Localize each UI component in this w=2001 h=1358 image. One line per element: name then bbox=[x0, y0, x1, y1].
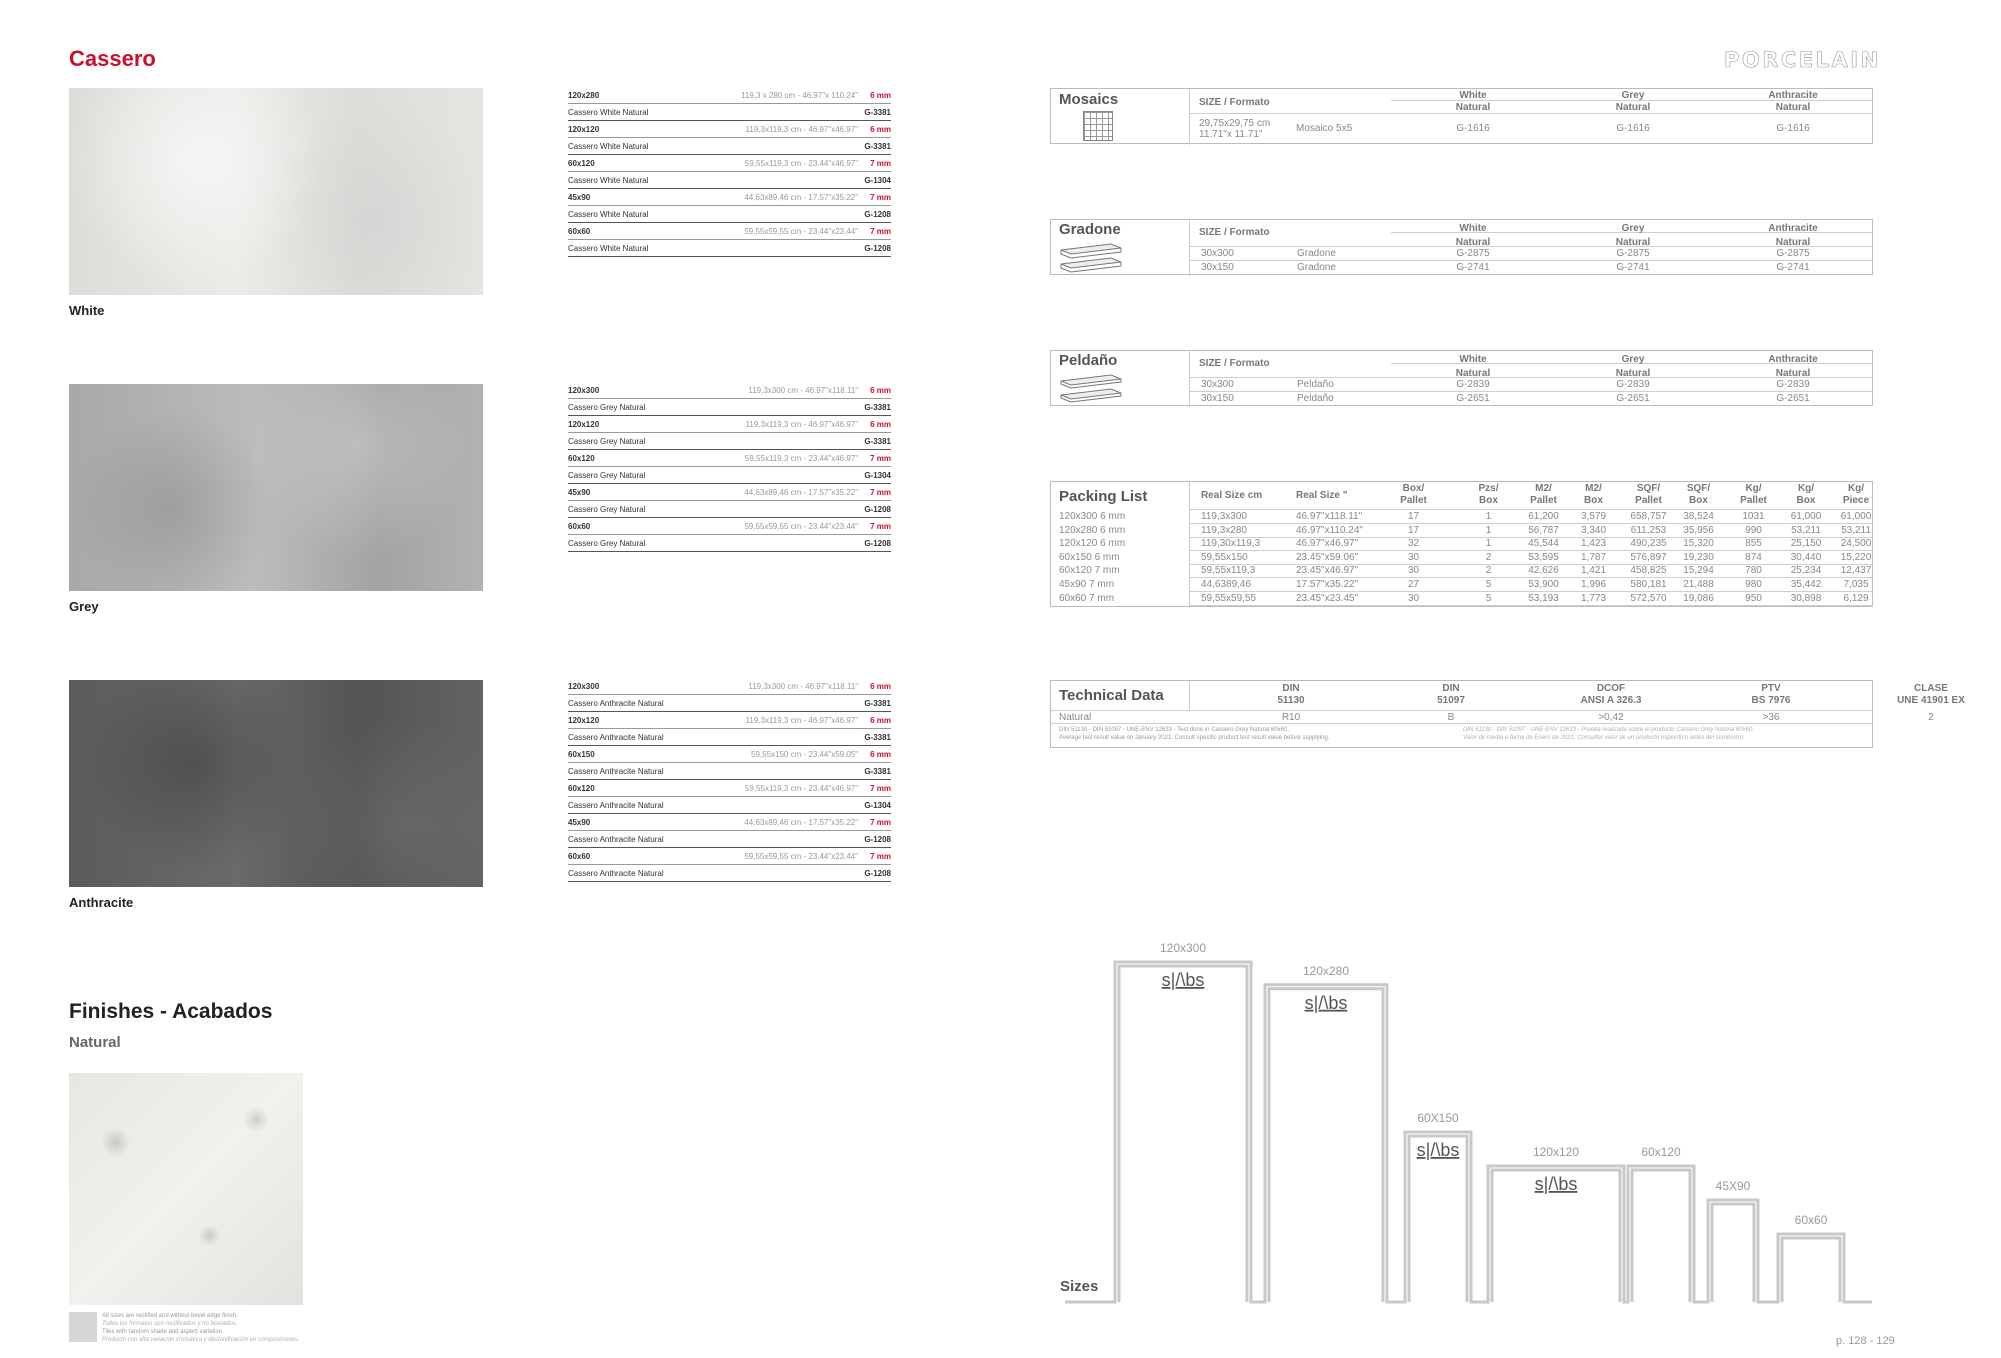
spec-code: G-1208 bbox=[864, 538, 891, 548]
size-outline bbox=[1119, 966, 1247, 1302]
packing-cell: 780 bbox=[1745, 565, 1762, 577]
packing-cell: 19,086 bbox=[1683, 592, 1714, 604]
packing-cell: 3,340 bbox=[1580, 524, 1607, 536]
spec-size-row bbox=[568, 121, 891, 138]
packing-cell: 38,524 bbox=[1683, 511, 1714, 522]
spec-dimension: 119,3x119,3 cm - 46.97"x46.97" bbox=[745, 419, 859, 429]
spec-code: G-1208 bbox=[864, 243, 891, 253]
packing-row bbox=[1051, 592, 1874, 606]
spec-thickness: 6 mm bbox=[870, 419, 891, 429]
packing-size-label: 120x120 6 mm bbox=[1059, 538, 1126, 550]
spec-size-row bbox=[568, 848, 891, 865]
packing-cell: 1 bbox=[1485, 511, 1492, 522]
spec-dimension: 119,3 x 280 cm - 46.97"x 110.24" bbox=[741, 90, 859, 100]
spec-name-row bbox=[568, 535, 891, 552]
spec-name-row bbox=[568, 501, 891, 518]
packing-cell: 1 bbox=[1485, 524, 1492, 536]
size-label: 60x60 bbox=[1794, 1213, 1828, 1227]
size-outline bbox=[1632, 1170, 1690, 1302]
spec-size-row bbox=[568, 518, 891, 535]
size-label: 120x120 bbox=[1532, 1145, 1580, 1159]
spec-size: 120x120 bbox=[568, 419, 600, 429]
spec-product-name: Cassero White Natural bbox=[568, 141, 649, 151]
spec-dimension: 44,63x89,46 cm - 17.57"x35.22" bbox=[744, 192, 859, 202]
spec-size: 120x120 bbox=[568, 715, 600, 725]
spec-name-row bbox=[568, 695, 891, 712]
spec-size-row bbox=[568, 746, 891, 763]
brand-logo: PORCELAIN bbox=[1724, 48, 1881, 72]
spec-thickness: 6 mm bbox=[870, 124, 891, 134]
packing-cell: 21,488 bbox=[1683, 579, 1714, 590]
packing-cell: 30,440 bbox=[1790, 551, 1822, 563]
technical-header: PTV BS 7976 bbox=[1751, 683, 1791, 706]
spec-size: 60x60 bbox=[568, 851, 591, 861]
size-label: 45X90 bbox=[1715, 1179, 1751, 1193]
finishes-subtitle: Natural bbox=[69, 1034, 121, 1051]
packing-header bbox=[1781, 483, 1831, 507]
packing-cell: 45,544 bbox=[1528, 538, 1559, 550]
spec-name-row bbox=[568, 172, 891, 189]
packing-cell: 490,235 bbox=[1630, 538, 1667, 550]
packing-header-line: Box bbox=[1479, 495, 1498, 506]
packing-header-line: Real Size " bbox=[1296, 490, 1348, 501]
slabs-logo: s|/\bs bbox=[1416, 1140, 1460, 1160]
spec-size-row bbox=[568, 712, 891, 729]
packing-cell: 12,437 bbox=[1840, 565, 1872, 577]
packing-row bbox=[1051, 578, 1874, 592]
step-tread-icon bbox=[1059, 371, 1123, 405]
spec-thickness: 7 mm bbox=[870, 192, 891, 202]
spec-thickness: 6 mm bbox=[870, 90, 891, 100]
packing-cell: 30 bbox=[1407, 551, 1420, 563]
packing-cell: 874 bbox=[1745, 551, 1762, 563]
spec-product-name: Cassero White Natural bbox=[568, 175, 649, 185]
packing-header-line: Pallet bbox=[1530, 495, 1557, 506]
packing-cell: 23.45"x23.45" bbox=[1296, 592, 1359, 604]
finishes-title: Finishes - Acabados bbox=[69, 1000, 273, 1023]
packing-cell: 980 bbox=[1745, 579, 1762, 590]
spec-code: G-1208 bbox=[864, 834, 891, 844]
packing-cell: 950 bbox=[1745, 592, 1762, 604]
section-title: Cassero bbox=[69, 46, 156, 71]
swatch-white-image bbox=[69, 88, 483, 295]
packing-header-line: Real Size cm bbox=[1201, 490, 1263, 501]
spec-thickness: 7 mm bbox=[870, 521, 891, 531]
spec-product-name: Cassero Anthracite Natural bbox=[568, 732, 664, 742]
packing-header bbox=[1831, 483, 1881, 507]
technical-header: CLASE UNE 41901 EX bbox=[1897, 683, 1965, 706]
packing-cell: 6,129 bbox=[1843, 592, 1869, 604]
spec-code: G-1304 bbox=[864, 800, 891, 810]
size-label: 60X150 bbox=[1417, 1111, 1459, 1125]
spec-size: 120x120 bbox=[568, 124, 600, 134]
packing-header bbox=[1566, 483, 1621, 507]
packing-cell: 35,442 bbox=[1790, 579, 1822, 590]
packing-header-line: Box bbox=[1796, 495, 1816, 506]
packing-header-line: SQF/ bbox=[1636, 483, 1661, 494]
packing-cell: 572,570 bbox=[1630, 592, 1667, 604]
packing-cell: 611,253 bbox=[1630, 524, 1667, 536]
packing-header bbox=[1201, 490, 1291, 502]
spec-name-row bbox=[568, 729, 891, 746]
packing-cell: 3,579 bbox=[1580, 511, 1607, 522]
packing-cell: 1,773 bbox=[1580, 592, 1607, 604]
packing-header-line: Pallet bbox=[1635, 495, 1662, 506]
packing-size-label: 60x150 6 mm bbox=[1059, 551, 1120, 563]
packing-header bbox=[1296, 490, 1381, 502]
spec-name-row bbox=[568, 206, 891, 223]
packing-cell: 855 bbox=[1745, 538, 1762, 550]
packing-header-line: Pallet bbox=[1400, 495, 1427, 506]
spec-product-name: Cassero White Natural bbox=[568, 243, 649, 253]
packing-header bbox=[1621, 483, 1676, 507]
packing-row bbox=[1051, 551, 1874, 565]
packing-cell: 1,996 bbox=[1580, 579, 1607, 590]
swatch-grey-image bbox=[69, 384, 483, 591]
packing-size-label: 60x60 7 mm bbox=[1059, 592, 1115, 604]
spec-product-name: Cassero Anthracite Natural bbox=[568, 698, 664, 708]
swatch-anthracite-label: Anthracite bbox=[69, 895, 134, 910]
technical-data-table: Technical Data Natural DIN 51130 - DIN 51097 - UNE-ENV 12633 - Test done in Cassero Grey Natural 60x60. Average test result value on January 2021. Consult specific product test result value before supplying. DIN 51130 - DIN 51097 - UNE-ENV 12633 - Prueba realizada sobre el producto Cassero Grey Natural 60x60. Valor de media a fecha de Enero de 2021. Consultar valor de un producto específico antes del suministro. DIN 51130 R10 DIN 51097 B DCOF ANSI A 326.3 >0,42 PTV BS 7976 >36 CLASE UNE 41901 EX 2 bbox=[1050, 680, 1873, 748]
spec-dimension: 119,3x300 cm - 46.97"x118.11" bbox=[748, 681, 859, 691]
spec-dimension: 59,55x59,55 cm - 23.44"x23.44" bbox=[744, 851, 859, 861]
spec-product-name: Cassero Grey Natural bbox=[568, 436, 646, 446]
spec-code: G-3381 bbox=[864, 402, 891, 412]
size-outline bbox=[1409, 1136, 1467, 1302]
spec-thickness: 7 mm bbox=[870, 453, 891, 463]
step-profile-icon bbox=[1059, 240, 1123, 274]
spec-name-row bbox=[568, 240, 891, 257]
packing-cell: 1,423 bbox=[1580, 538, 1607, 550]
size-outline bbox=[1712, 1204, 1754, 1302]
spec-dimension: 59,55x119,3 cm - 23.44"x46.97" bbox=[744, 453, 859, 463]
packing-cell: 59,55x119,3 bbox=[1201, 565, 1256, 577]
spec-thickness: 7 mm bbox=[870, 226, 891, 236]
spec-name-row bbox=[568, 831, 891, 848]
packing-cell: 1,421 bbox=[1580, 565, 1607, 577]
mosaics-size-header: SIZE / Formato bbox=[1199, 97, 1270, 108]
spec-code: G-1304 bbox=[864, 470, 891, 480]
spec-thickness: 7 mm bbox=[870, 783, 891, 793]
spec-name-row bbox=[568, 763, 891, 780]
spec-product-name: Cassero Grey Natural bbox=[568, 538, 646, 548]
packing-cell: 23.45"x46.97" bbox=[1296, 565, 1359, 577]
packing-cell: 5 bbox=[1485, 592, 1492, 604]
spec-code: G-3381 bbox=[864, 698, 891, 708]
spec-size-row bbox=[568, 416, 891, 433]
finish-notes: All sizes are rectified and without bevel edge finish. Todos los formatos son rectificados y no biselados. Tiles with random shade and aspect variation. Producto con alta variación cromática y destonificación en composiciones. bbox=[102, 1313, 300, 1343]
packing-row bbox=[1051, 537, 1874, 551]
technical-value: R10 bbox=[1281, 712, 1301, 723]
spec-size-row bbox=[568, 814, 891, 831]
spec-thickness: 7 mm bbox=[870, 487, 891, 497]
spec-size-row bbox=[568, 780, 891, 797]
packing-cell: 61,000 bbox=[1840, 511, 1872, 522]
packing-cell: 1 bbox=[1485, 538, 1492, 550]
technical-value: >0,42 bbox=[1598, 712, 1624, 723]
gradone-title: Gradone bbox=[1059, 221, 1121, 238]
packing-cell: 27 bbox=[1407, 579, 1420, 590]
swatch-anthracite-image bbox=[69, 680, 483, 887]
technical-header: DIN 51097 bbox=[1437, 683, 1465, 706]
packing-size-label: 45x90 7 mm bbox=[1059, 579, 1115, 590]
spec-dimension: 119,3x119,3 cm - 46.97"x46.97" bbox=[745, 124, 859, 134]
spec-size: 60x60 bbox=[568, 521, 591, 531]
packing-header-line: M2/ bbox=[1585, 483, 1602, 494]
spec-dimension: 59,55x59,55 cm - 23.44"x23.44" bbox=[744, 226, 859, 236]
slabs-logo: s|/\bs bbox=[1161, 970, 1205, 990]
packing-header-line: Box/ bbox=[1402, 483, 1425, 494]
spec-name-row bbox=[568, 138, 891, 155]
packing-cell: 15,320 bbox=[1683, 538, 1714, 550]
packing-cell: 2 bbox=[1485, 565, 1492, 577]
spec-name-row bbox=[568, 399, 891, 416]
packing-cell: 119,3x300 bbox=[1201, 511, 1247, 522]
technical-value: >36 bbox=[1762, 712, 1780, 723]
spec-name-row bbox=[568, 467, 891, 484]
packing-cell: 576,897 bbox=[1630, 551, 1667, 563]
packing-cell: 53,193 bbox=[1528, 592, 1559, 604]
packing-cell: 17 bbox=[1407, 511, 1420, 522]
packing-header bbox=[1461, 483, 1516, 507]
spec-size: 60x120 bbox=[568, 158, 595, 168]
spec-code: G-3381 bbox=[864, 436, 891, 446]
packing-cell: 53,211 bbox=[1841, 524, 1871, 536]
packing-header-line: Box bbox=[1689, 495, 1708, 506]
size-label: 120x300 bbox=[1159, 941, 1207, 955]
spec-size: 120x280 bbox=[568, 90, 600, 100]
packing-cell: 44,6389,46 bbox=[1201, 579, 1252, 590]
packing-cell: 19,230 bbox=[1683, 551, 1714, 563]
size-label: 60x120 bbox=[1641, 1145, 1681, 1159]
spec-list-white bbox=[568, 87, 891, 257]
size-outline bbox=[1782, 1238, 1840, 1302]
spec-size: 120x300 bbox=[568, 681, 600, 691]
packing-cell: 30 bbox=[1407, 565, 1420, 577]
packing-cell: 17 bbox=[1407, 524, 1420, 536]
packing-cell: 7,035 bbox=[1843, 579, 1869, 590]
packing-cell: 53,595 bbox=[1528, 551, 1559, 563]
packing-row bbox=[1051, 564, 1874, 578]
spec-code: G-3381 bbox=[864, 107, 891, 117]
spec-dimension: 59,55x150 cm - 23.44"x59.05" bbox=[751, 749, 859, 759]
packing-cell: 25,234 bbox=[1790, 565, 1822, 577]
spec-product-name: Cassero Grey Natural bbox=[568, 470, 646, 480]
spec-product-name: Cassero White Natural bbox=[568, 209, 649, 219]
peldano-title: Peldaño bbox=[1059, 352, 1118, 369]
packing-cell: 61,200 bbox=[1528, 511, 1559, 522]
spec-size-row bbox=[568, 189, 891, 206]
packing-cell: 23.45"x59.06" bbox=[1296, 551, 1359, 563]
spec-size-row bbox=[568, 450, 891, 467]
spec-size-row bbox=[568, 484, 891, 501]
spec-code: G-1208 bbox=[864, 209, 891, 219]
gradone-table: Gradone SIZE / Formato White Natural Grey Natural Anthracite Natural 30x300 Gradone G-2875 G-2875 G-2875 30x150 Gradone G-2741 G-2741 G-2741 bbox=[1050, 219, 1873, 275]
spec-dimension: 59,55x59,55 cm - 23.44"x23.44" bbox=[744, 521, 859, 531]
mosaics-table: Mosaics SIZE / Formato White Natural Grey Natural Anthracite Natural 29,75x29,75 cm 11.71"x 11.71" Mosaico 5x5 G-1616 G-1616 G-1616 bbox=[1050, 88, 1873, 144]
packing-cell: 59,55x59,55 bbox=[1201, 592, 1257, 604]
packing-cell: 990 bbox=[1745, 524, 1762, 536]
mosaics-title: Mosaics bbox=[1059, 91, 1119, 108]
spec-dimension: 59,55x119,3 cm - 23.44"x46.97" bbox=[744, 158, 859, 168]
spec-code: G-3381 bbox=[864, 732, 891, 742]
spec-thickness: 6 mm bbox=[870, 385, 891, 395]
size-outline bbox=[1269, 989, 1383, 1302]
size-label: 120x280 bbox=[1302, 963, 1350, 978]
peldano-table: Peldaño SIZE / Formato White Natural Grey Natural Anthracite Natural 30x300 Peldaño G-2839 G-2839 G-2839 30x150 Peldaño G-2651 G-2651 G-2651 bbox=[1050, 350, 1873, 406]
page-number: p. 128 - 129 bbox=[1836, 1335, 1895, 1347]
spec-code: G-3381 bbox=[864, 141, 891, 151]
spec-size-row bbox=[568, 87, 891, 104]
technical-header: DIN 51130 bbox=[1277, 683, 1305, 706]
packing-cell: 580,181 bbox=[1630, 579, 1667, 590]
packing-cell: 59,55x150 bbox=[1201, 551, 1248, 563]
packing-cell: 119,30x119,3 bbox=[1201, 538, 1261, 550]
packing-cell: 46.97"x110.24" bbox=[1296, 524, 1363, 536]
slabs-logo: s|/\bs bbox=[1304, 992, 1348, 1013]
spec-code: G-1208 bbox=[864, 868, 891, 878]
spec-size: 45x90 bbox=[568, 487, 591, 497]
packing-cell: 25,150 bbox=[1790, 538, 1822, 550]
spec-list-anthracite bbox=[568, 678, 891, 882]
packing-cell: 1031 bbox=[1742, 511, 1765, 522]
spec-product-name: Cassero Anthracite Natural bbox=[568, 766, 664, 776]
packing-header bbox=[1671, 483, 1726, 507]
spec-size: 60x120 bbox=[568, 783, 595, 793]
sizes-diagram bbox=[1050, 930, 1880, 1310]
spec-size: 60x120 bbox=[568, 453, 595, 463]
technical-header: DCOF ANSI A 326.3 bbox=[1580, 683, 1642, 706]
packing-cell: 5 bbox=[1485, 579, 1492, 590]
packing-header-line: Pzs/ bbox=[1478, 483, 1499, 494]
spec-dimension: 44,63x89,46 cm - 17.57"x35.22" bbox=[744, 817, 859, 827]
spec-size: 120x300 bbox=[568, 385, 600, 395]
technical-title: Technical Data bbox=[1059, 687, 1164, 704]
packing-header-line: SQF/ bbox=[1686, 483, 1711, 494]
packing-cell: 2 bbox=[1485, 551, 1492, 563]
packing-cell: 46.97"x118.11" bbox=[1296, 511, 1363, 522]
spec-dimension: 44,63x89,46 cm - 17.57"x35.22" bbox=[744, 487, 859, 497]
spec-dimension: 119,3x119,3 cm - 46.97"x46.97" bbox=[745, 715, 859, 725]
spec-thickness: 7 mm bbox=[870, 851, 891, 861]
packing-header-line: Kg/ bbox=[1847, 483, 1865, 494]
spec-product-name: Cassero Anthracite Natural bbox=[568, 834, 664, 844]
slabs-logo: s|/\bs bbox=[1534, 1174, 1578, 1194]
packing-size-label: 120x300 6 mm bbox=[1059, 511, 1126, 522]
spec-size: 45x90 bbox=[568, 192, 591, 202]
technical-value: B bbox=[1447, 712, 1455, 723]
spec-dimension: 119,3x300 cm - 46.97"x118.11" bbox=[748, 385, 859, 395]
packing-cell: 53,900 bbox=[1528, 579, 1559, 590]
packing-title: Packing List bbox=[1059, 488, 1148, 505]
packing-cell: 30 bbox=[1407, 592, 1420, 604]
spec-thickness: 6 mm bbox=[870, 715, 891, 725]
spec-list-grey bbox=[568, 382, 891, 552]
spec-product-name: Cassero Grey Natural bbox=[568, 402, 646, 412]
packing-header-line: Pallet bbox=[1740, 495, 1767, 506]
packing-cell: 15,294 bbox=[1683, 565, 1714, 577]
packing-cell: 119,3x280 bbox=[1201, 524, 1247, 536]
sizes-title: Sizes bbox=[1060, 1278, 1099, 1295]
spec-size-row bbox=[568, 678, 891, 695]
spec-thickness: 7 mm bbox=[870, 817, 891, 827]
packing-header-line: Kg/ bbox=[1745, 483, 1762, 494]
packing-row bbox=[1051, 524, 1874, 538]
packing-header bbox=[1726, 483, 1781, 507]
spec-name-row bbox=[568, 865, 891, 882]
packing-size-label: 60x120 7 mm bbox=[1059, 565, 1120, 577]
spec-product-name: Cassero Anthracite Natural bbox=[568, 868, 664, 878]
packing-cell: 56,787 bbox=[1528, 524, 1559, 536]
finish-thumb-icon bbox=[69, 1312, 97, 1342]
packing-header-line: Piece bbox=[1842, 495, 1870, 506]
spec-thickness: 6 mm bbox=[870, 749, 891, 759]
packing-row bbox=[1051, 510, 1874, 524]
spec-code: G-1208 bbox=[864, 504, 891, 514]
spec-name-row bbox=[568, 797, 891, 814]
packing-cell: 458,825 bbox=[1630, 565, 1667, 577]
spec-name-row bbox=[568, 433, 891, 450]
packing-cell: 42,626 bbox=[1528, 565, 1559, 577]
spec-code: G-1304 bbox=[864, 175, 891, 185]
swatch-grey-label: Grey bbox=[69, 599, 99, 614]
spec-thickness: 7 mm bbox=[870, 158, 891, 168]
spec-product-name: Cassero Anthracite Natural bbox=[568, 800, 664, 810]
packing-cell: 24,500 bbox=[1840, 538, 1872, 550]
mosaic-grid-icon bbox=[1083, 111, 1113, 141]
spec-product-name: Cassero Grey Natural bbox=[568, 504, 646, 514]
technical-value: 2 bbox=[1928, 712, 1934, 723]
packing-header bbox=[1516, 483, 1571, 507]
spec-size-row bbox=[568, 223, 891, 240]
packing-header-line: M2/ bbox=[1535, 483, 1552, 494]
packing-cell: 17.57"x35.22" bbox=[1296, 579, 1359, 590]
spec-size: 45x90 bbox=[568, 817, 591, 827]
swatch-white-label: White bbox=[69, 303, 105, 318]
packing-header bbox=[1381, 483, 1446, 507]
spec-size: 60x60 bbox=[568, 226, 591, 236]
spec-name-row bbox=[568, 104, 891, 121]
spec-thickness: 6 mm bbox=[870, 681, 891, 691]
spec-product-name: Cassero White Natural bbox=[568, 107, 649, 117]
packing-cell: 53,211 bbox=[1791, 524, 1821, 536]
spec-code: G-3381 bbox=[864, 766, 891, 776]
spec-size: 60x150 bbox=[568, 749, 595, 759]
packing-cell: 15,220 bbox=[1840, 551, 1872, 563]
packing-header-line: Kg/ bbox=[1797, 483, 1815, 494]
packing-header-line: Box bbox=[1584, 495, 1603, 506]
spec-size-row bbox=[568, 382, 891, 399]
packing-size-label: 120x280 6 mm bbox=[1059, 524, 1126, 536]
spec-dimension: 59,55x119,3 cm - 23.44"x46.97" bbox=[744, 783, 859, 793]
packing-cell: 35,956 bbox=[1683, 524, 1714, 536]
finish-natural-image bbox=[69, 1073, 303, 1305]
packing-cell: 658,757 bbox=[1630, 511, 1667, 522]
packing-cell: 46.97"x46.97" bbox=[1296, 538, 1359, 550]
packing-cell: 61,000 bbox=[1790, 511, 1822, 522]
packing-list-table bbox=[1050, 481, 1873, 607]
packing-cell: 1,787 bbox=[1580, 551, 1607, 563]
packing-cell: 32 bbox=[1407, 538, 1420, 550]
spec-size-row bbox=[568, 155, 891, 172]
packing-cell: 30,898 bbox=[1790, 592, 1822, 604]
